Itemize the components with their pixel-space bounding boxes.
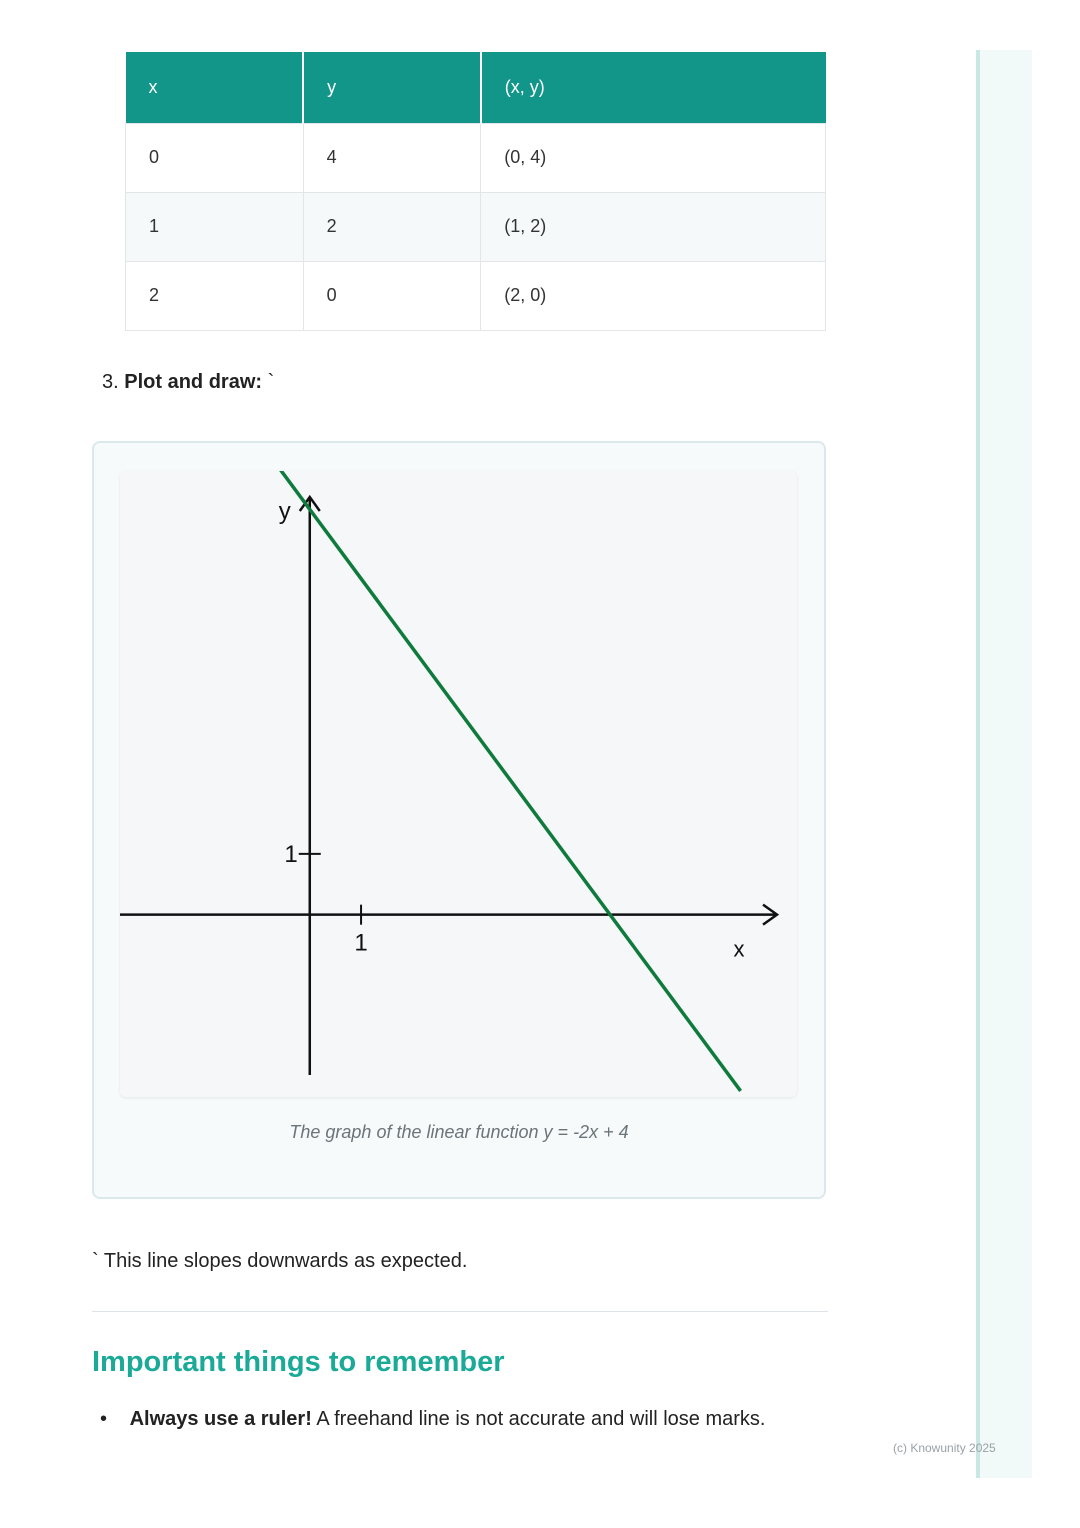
step-mark: ` (267, 371, 275, 393)
graph-card (120, 471, 797, 1097)
bullet-text: A freehand line is not accurate and will lose marks. (316, 1408, 766, 1430)
section-heading: Important things to remember (92, 1346, 505, 1378)
cell-xy: (2, 0) (481, 261, 826, 330)
y-tick-label: 1 (284, 840, 298, 868)
cell-y: 4 (303, 123, 481, 192)
cell-x: 1 (126, 192, 304, 261)
note-mark: ` (92, 1250, 99, 1272)
cell-xy: (1, 2) (481, 192, 826, 261)
cell-y: 2 (303, 192, 481, 261)
y-axis-label: y (278, 498, 291, 525)
figure-caption: The graph of the linear function y = -2x + 4 (289, 1122, 629, 1142)
bullet-bold-text: Always use a ruler! (129, 1408, 312, 1430)
linear-function-graph (120, 471, 797, 1097)
header-y: y (303, 52, 481, 123)
note-body: This line slopes downwards as expected. (103, 1250, 468, 1272)
list-item (100, 1408, 765, 1431)
header-xy: (x, y) (481, 52, 826, 123)
series-line (151, 471, 741, 1091)
cell-y: 0 (303, 261, 481, 330)
x-axis-label: x (733, 936, 745, 962)
values-table (125, 52, 826, 331)
table-row (126, 261, 826, 330)
note-text (92, 1250, 467, 1273)
table-row (126, 123, 826, 192)
bullet-dot: • (100, 1408, 108, 1430)
step-number: 3. (102, 371, 119, 393)
header-x: x (126, 52, 304, 123)
cell-x: 0 (126, 123, 304, 192)
side-panel (976, 50, 1032, 1478)
cell-x: 2 (126, 261, 304, 330)
step-heading (102, 371, 274, 394)
section-divider (92, 1311, 828, 1312)
x-tick-label: 1 (354, 929, 368, 957)
cell-xy: (0, 4) (481, 123, 826, 192)
table-header-row (126, 52, 826, 123)
table-row (126, 192, 826, 261)
step-label: Plot and draw: (124, 371, 263, 393)
footer-copyright: (c) Knowunity 2025 (893, 1441, 996, 1455)
